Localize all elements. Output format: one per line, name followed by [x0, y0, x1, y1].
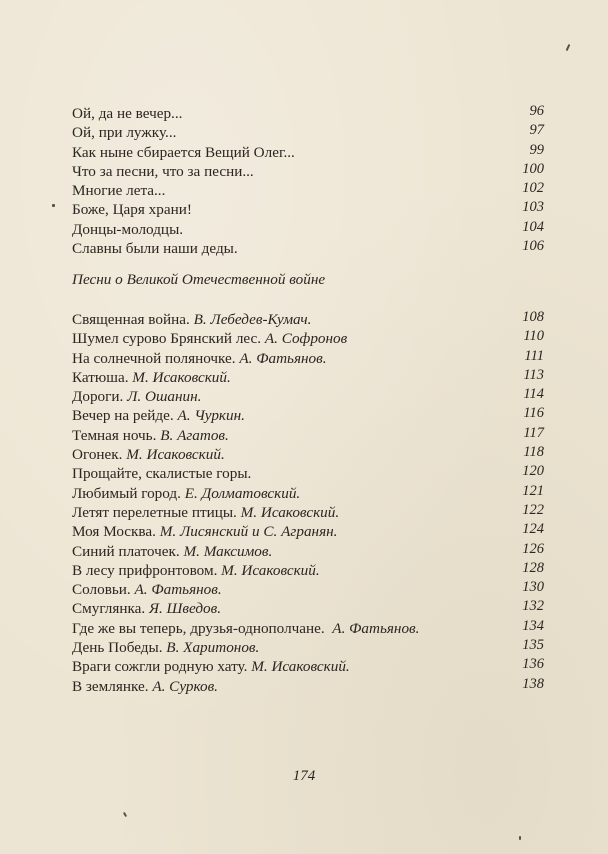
toc-entry-page: 135: [522, 637, 544, 654]
song-title: В землянке.: [72, 677, 149, 695]
song-author: М. Исаковский.: [251, 658, 350, 676]
song-title: Прощайте, скалистые горы.: [72, 465, 252, 483]
toc-entry-page: 120: [522, 463, 544, 480]
toc-entry-title: [72, 349, 327, 368]
toc-entry: [72, 104, 544, 123]
toc-entry-title: Ой, да не вечер...: [72, 105, 183, 122]
toc-entry-page: 122: [522, 501, 544, 518]
paper-speck: [519, 836, 521, 840]
toc-entry: [72, 239, 544, 258]
song-author: М. Исаковский.: [221, 561, 320, 579]
song-title: Враги сожгли родную хату.: [72, 658, 248, 676]
song-author: А. Фатьянов.: [134, 581, 222, 599]
song-author: А. Фатьянов.: [332, 619, 420, 637]
toc-entry: [72, 200, 544, 219]
toc-entry: [72, 387, 544, 406]
song-author: В. Харитонов.: [166, 639, 260, 657]
toc-entry-title: [72, 677, 218, 696]
toc-entry: [72, 522, 544, 541]
toc-entry: [72, 561, 544, 580]
song-title: Темная ночь.: [72, 426, 157, 444]
toc-entry-title: Донцы-молодцы.: [72, 220, 184, 238]
song-author: А. Фатьянов.: [239, 349, 327, 367]
toc-entry-page: 103: [522, 199, 544, 216]
toc-entry-title: Многие лета...: [72, 182, 166, 200]
toc-entry: [72, 619, 544, 638]
song-title: Где же вы теперь, друзья-однополчане.: [72, 619, 325, 637]
paper-speck: [52, 204, 55, 207]
song-title: Любимый город.: [72, 484, 181, 502]
song-title: Дороги.: [72, 388, 124, 406]
toc-entry: [72, 638, 544, 657]
song-author: Е. Долматовский.: [184, 484, 301, 502]
toc-entry-title: [72, 406, 245, 425]
song-author: А. Софронов: [264, 330, 348, 348]
toc-entry: [72, 677, 544, 696]
song-title: Вечер на рейде.: [72, 407, 174, 425]
toc-entry-page: 118: [523, 444, 544, 461]
song-title: Священная война.: [72, 311, 190, 328]
song-title: Катюша.: [72, 368, 129, 386]
toc-entry: [72, 503, 544, 522]
toc-entry-page: 121: [522, 482, 544, 499]
toc-entry-page: 134: [522, 617, 544, 634]
toc-entry-page: 126: [522, 540, 544, 557]
toc-entry-page: 97: [529, 122, 544, 139]
section-heading: Песни о Великой Отечественной войне: [72, 271, 326, 288]
toc-entry-title: [72, 484, 300, 503]
song-author: В. Агатов.: [160, 426, 229, 444]
toc-entry-title: Славны были наши деды.: [72, 240, 238, 258]
song-author: М. Исаковский.: [132, 368, 231, 386]
song-title: День Победы.: [72, 639, 163, 657]
song-title: Соловьи.: [72, 581, 131, 599]
toc-entry: [72, 329, 544, 348]
toc-entry-page: 130: [522, 579, 544, 596]
toc-entry: [72, 123, 544, 142]
song-title: Огонек.: [72, 446, 123, 464]
toc-entry: [72, 542, 544, 561]
song-title: Шумел сурово Брянский лес.: [72, 330, 262, 348]
toc-entry-title: [72, 657, 350, 676]
song-title: Синий платочек.: [72, 542, 180, 560]
toc-entry: [72, 162, 544, 181]
song-title: Смуглянка.: [72, 600, 146, 618]
toc-entry-title: Что за песни, что за песни...: [72, 162, 254, 180]
toc-entry-page: 104: [522, 218, 544, 235]
toc-entry-page: 114: [523, 386, 544, 403]
toc-entry-title: Боже, Царя храни!: [72, 201, 192, 219]
toc-entry-page: 108: [522, 309, 544, 325]
song-author: А. Сурков.: [152, 677, 218, 695]
toc-entry-title: [72, 426, 229, 445]
toc-entry: [72, 181, 544, 200]
song-author: М. Исаковский.: [240, 503, 340, 521]
toc-entry-page: 106: [522, 238, 544, 255]
page-number: 174: [292, 768, 316, 784]
paper-speck: [566, 44, 571, 51]
toc-entry: [72, 580, 544, 599]
toc-entry-page: 116: [523, 405, 544, 422]
toc-entry-title: [72, 387, 201, 406]
toc-entry-page: 117: [523, 424, 544, 441]
toc-entry-title: [72, 638, 259, 657]
toc-entry: [72, 657, 544, 676]
toc-section-war-songs: [72, 310, 544, 696]
song-title: В лесу прифронтовом.: [72, 561, 218, 579]
toc-entry-title: [72, 310, 311, 329]
toc-entry-page: 111: [524, 347, 544, 364]
song-author: М. Исаковский.: [126, 446, 225, 464]
song-title: На солнечной поляночке.: [72, 349, 236, 367]
toc-entry-title: [72, 464, 251, 483]
toc-entry-page: 138: [522, 675, 544, 692]
toc-entry: [72, 426, 544, 445]
toc-entry-page: 136: [522, 656, 544, 673]
toc-entry-title: [72, 368, 231, 387]
toc-entry: [72, 368, 544, 387]
toc-entry: [72, 220, 544, 239]
song-author: М. Лисянский и С. Агранян.: [159, 523, 338, 541]
toc-entry-title: [72, 522, 337, 541]
toc-entry: [72, 599, 544, 618]
toc-entry: [72, 445, 544, 464]
toc-entry: [72, 484, 544, 503]
paper-speck: [123, 812, 127, 817]
toc-entry: [72, 310, 544, 329]
toc-entry-title: [72, 503, 339, 522]
toc-entry-page: 102: [522, 180, 544, 197]
song-title: Моя Москва.: [72, 523, 156, 541]
song-author: Л. Ошанин.: [127, 388, 202, 406]
toc-entry-title: [72, 329, 347, 348]
toc-entry-title: [72, 445, 225, 464]
song-author: В. Лебедев-Кумач.: [193, 311, 312, 328]
toc-section-folk-songs: [72, 104, 544, 258]
toc-entry: [72, 464, 544, 483]
toc-entry-page: 128: [522, 559, 544, 576]
toc-entry-page: 132: [522, 598, 544, 615]
toc-entry-page: 100: [522, 160, 544, 177]
toc-entry-title: [72, 599, 221, 618]
toc-entry-title: [72, 542, 272, 561]
toc-entry: [72, 143, 544, 162]
toc-entry-page: 113: [523, 366, 544, 383]
song-author: А. Чуркин.: [177, 407, 245, 425]
song-title: Летят перелетные птицы.: [72, 503, 237, 521]
toc-entry-page: 124: [522, 521, 544, 538]
toc-entry-page: 96: [529, 103, 544, 119]
toc-entry: [72, 349, 544, 368]
toc-entry: [72, 406, 544, 425]
song-author: М. Максимов.: [183, 542, 273, 560]
toc-entry-page: 110: [523, 328, 544, 345]
toc-entry-title: Как ныне сбирается Вещий Олег...: [72, 143, 295, 161]
toc-entry-title: [72, 561, 320, 580]
song-author: Я. Шведов.: [148, 600, 222, 618]
toc-entry-title: Ой, при лужку...: [72, 124, 177, 142]
toc-entry-title: [72, 619, 419, 638]
toc-entry-title: [72, 580, 222, 599]
toc-entry-page: 99: [529, 141, 544, 158]
